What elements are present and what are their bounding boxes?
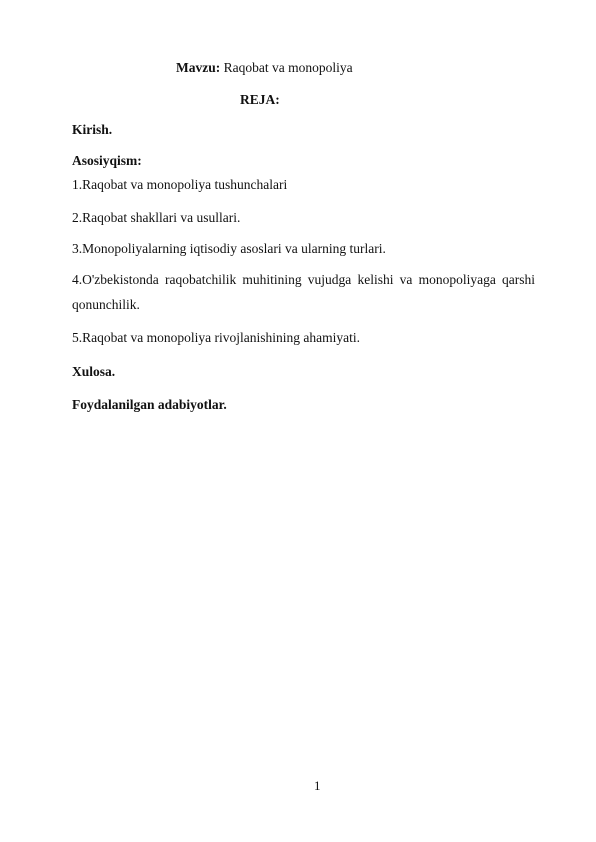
plan-item-4-continuation: qonunchilik. — [72, 297, 140, 312]
topic-text: Raqobat va monopoliya — [220, 60, 353, 75]
topic-line — [176, 60, 353, 76]
plan-item-2: 2.Raqobat shakllari va usullari. — [72, 210, 241, 225]
intro-heading: Kirish. — [72, 122, 113, 137]
plan-heading: REJA: — [240, 92, 280, 107]
main-part-heading: Asosiyqism: — [72, 153, 142, 168]
references-heading: Foydalanilgan adabiyotlar. — [72, 397, 227, 412]
plan-item-4: 4.O'zbekistonda raqobatchilik muhitining vujudga kelishi va monopoliyaga qarshi — [72, 272, 535, 287]
topic-label: Mavzu: — [176, 60, 221, 75]
conclusion-heading: Xulosa. — [72, 364, 116, 379]
page-number: 1 — [314, 778, 321, 793]
plan-item-5: 5.Raqobat va monopoliya rivojlanishining ahamiyati. — [72, 330, 360, 345]
plan-item-1: 1.Raqobat va monopoliya tushunchalari — [72, 177, 288, 192]
plan-item-3: 3.Monopoliyalarning iqtisodiy asoslari va ularning turlari. — [72, 241, 386, 256]
